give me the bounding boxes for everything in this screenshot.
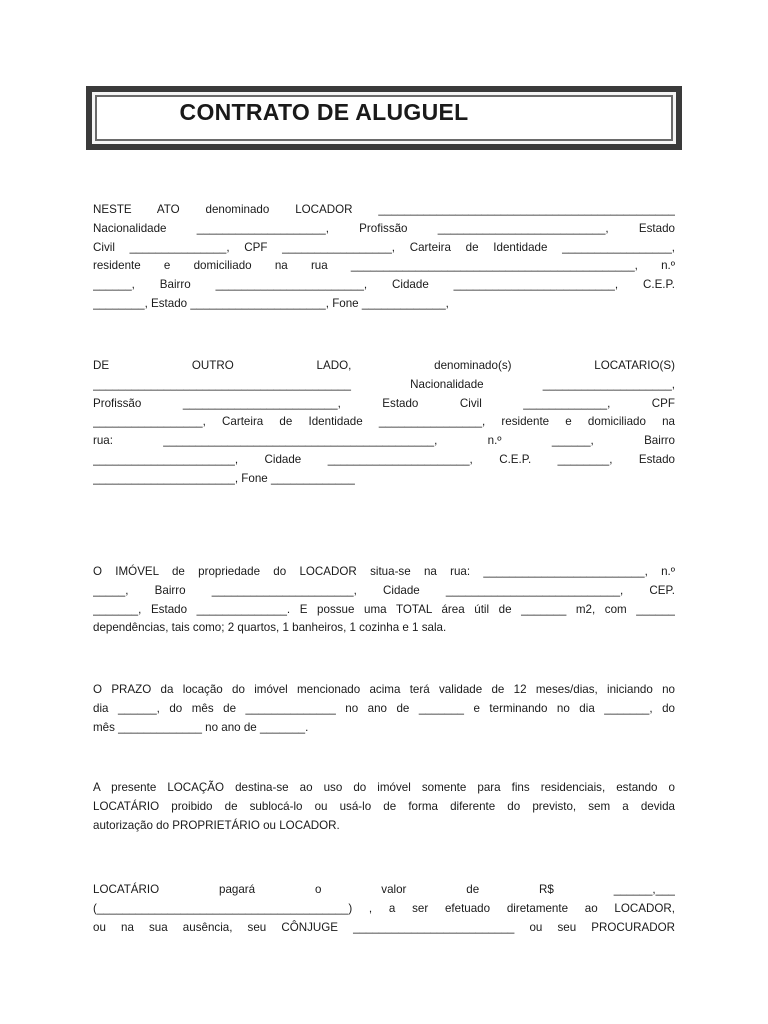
paragraph-line: ______________________, Cidade ______________________, C.E.P. ________, Estado [93,452,675,466]
paragraph-line: (_______________________________________) , a ser efetuado diretamente ao LOCADOR, [93,901,675,915]
paragraph-line: _____, Bairro ______________________, Cidade ___________________________, CEP. [93,583,675,597]
paragraph-line: A presente LOCAÇÃO destina-se ao uso do imóvel somente para fins residenciais, estando o [93,781,675,794]
paragraph-line: O PRAZO da locação do imóvel mencionado acima terá validade de 12 meses/dias, iniciando no [93,683,675,696]
paragraph-line: residente e domiciliado na rua ____________________________________________, n.º [93,259,675,273]
paragraph-line: LOCATÁRIO proibido de sublocá-lo ou usá-lo de forma diferente do previsto, sem a devida [93,799,675,813]
paragraph-line: rua: __________________________________________, n.º ______, Bairro [93,434,675,448]
paragraph-line: mês _____________ no ano de _______. [93,720,309,734]
paragraph-valor [93,881,675,937]
paragraph-line: ______________________, Fone _____________ [93,471,355,485]
paragraph-line: DE OUTRO LADO, denominado(s) LOCATARIO(S) [93,359,675,372]
paragraph-line: dia ______, do mês de ______________ no ano de _______ e terminando no dia _______, do [93,701,675,715]
paragraph-line: Civil _______________, CPF _________________, Carteira de Identidade _________________, [93,240,675,254]
paragraph-line: _______, Estado ______________. E possue uma TOTAL área útil de _______ m2, com ______ [93,602,675,616]
paragraph-line: LOCATÁRIO pagará o valor de R$ ______,___ [93,883,675,896]
paragraph-line: O IMÓVEL de propriedade do LOCADOR situa-se na rua: _________________________, n.º [93,565,675,578]
paragraph-imovel [93,563,675,638]
paragraph-line: ______, Bairro _______________________, Cidade _________________________, C.E.P. [93,278,675,292]
paragraph-locatario [93,357,675,489]
paragraph-line: ________________________________________ Nacionalidade ____________________, [93,377,675,391]
paragraph-line: _________________, Carteira de Identidade ________________, residente e domiciliado na [93,415,675,429]
paragraph-line: autorização do PROPRIETÁRIO ou LOCADOR. [93,818,340,832]
paragraph-line: Nacionalidade ____________________, Profissão __________________________, Estado [93,221,675,235]
paragraph-line: ou na sua ausência, seu CÔNJUGE _________________________ ou seu PROCURADOR [93,920,675,934]
paragraph-destinacao [93,779,675,835]
paragraph-line: dependências, tais como; 2 quartos, 1 banheiros, 1 cozinha e 1 sala. [93,621,447,635]
paragraph-line: ________, Estado _____________________, Fone _____________, [93,296,449,310]
paragraph-prazo [93,681,675,737]
document-title: CONTRATO DE ALUGUEL [179,98,469,125]
title-inner-frame [95,95,673,141]
paragraph-line: NESTE ATO denominado LOCADOR ______________________________________________ [93,203,675,216]
paragraph-locador [93,201,675,314]
title-frame [86,86,682,150]
paragraph-line: Profissão ________________________, Estado Civil _____________, CPF [93,396,675,410]
